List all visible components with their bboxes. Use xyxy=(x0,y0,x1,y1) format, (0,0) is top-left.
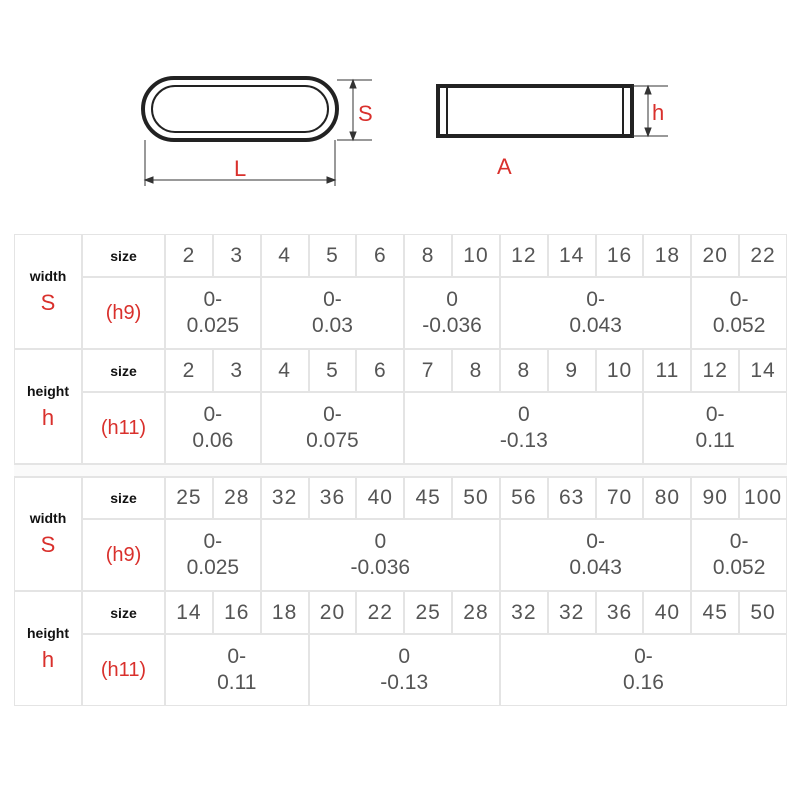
row-title-symbol: h xyxy=(41,646,55,672)
row-title-name: width xyxy=(29,267,67,284)
tolerance-value: 0- 0.06 xyxy=(165,392,261,464)
size-value: 100 xyxy=(739,476,787,519)
tolerance-value: 0- 0.043 xyxy=(500,277,691,349)
row-title-name: height xyxy=(27,382,69,399)
tolerance-value: 0 -0.13 xyxy=(309,634,500,706)
size-value: 63 xyxy=(548,476,596,519)
row-title-name: height xyxy=(27,624,69,641)
size-value: 7 xyxy=(404,349,452,392)
size-value: 28 xyxy=(452,591,500,634)
size-label: size xyxy=(82,591,165,634)
row-title-name: width xyxy=(29,509,67,526)
size-value: 14 xyxy=(165,591,213,634)
size-value: 20 xyxy=(309,591,357,634)
size-value: 6 xyxy=(356,234,404,277)
row-title xyxy=(14,476,82,591)
size-label: size xyxy=(82,349,165,392)
size-value: 10 xyxy=(596,349,644,392)
side-view-label: A xyxy=(497,154,512,179)
size-value: 3 xyxy=(213,234,261,277)
size-value: 8 xyxy=(404,234,452,277)
tolerance-value: 0- 0.025 xyxy=(165,519,261,591)
size-value: 56 xyxy=(500,476,548,519)
thickness-label: S xyxy=(358,101,373,126)
tolerance-value: 0- 0.11 xyxy=(643,392,787,464)
row-title-symbol: S xyxy=(40,289,56,315)
tolerance-value: 0- 0.11 xyxy=(165,634,309,706)
size-value: 2 xyxy=(165,234,213,277)
tolerance-value: 0 -0.036 xyxy=(261,519,500,591)
tolerance-value: 0- 0.043 xyxy=(500,519,691,591)
size-value: 12 xyxy=(500,234,548,277)
size-value: 14 xyxy=(739,349,787,392)
size-value: 20 xyxy=(691,234,739,277)
size-value: 8 xyxy=(500,349,548,392)
size-value: 12 xyxy=(691,349,739,392)
size-value: 5 xyxy=(309,234,357,277)
tolerance-class-label: (h9) xyxy=(82,519,165,591)
size-value: 80 xyxy=(643,476,691,519)
size-label: size xyxy=(82,234,165,277)
size-value: 40 xyxy=(356,476,404,519)
size-value: 2 xyxy=(165,349,213,392)
height-label: h xyxy=(652,100,665,125)
row-title-symbol: h xyxy=(41,404,55,430)
tolerance-value: 0- 0.052 xyxy=(691,519,787,591)
key-side-view xyxy=(438,86,632,136)
size-value: 22 xyxy=(356,591,404,634)
size-value: 36 xyxy=(596,591,644,634)
size-value: 14 xyxy=(548,234,596,277)
size-value: 36 xyxy=(309,476,357,519)
size-value: 8 xyxy=(452,349,500,392)
tolerance-value: 0 -0.036 xyxy=(404,277,500,349)
size-value: 16 xyxy=(596,234,644,277)
size-value: 40 xyxy=(643,591,691,634)
tolerance-value: 0- 0.03 xyxy=(261,277,405,349)
size-value: 18 xyxy=(261,591,309,634)
tolerance-value: 0- 0.025 xyxy=(165,277,261,349)
tolerance-value: 0- 0.052 xyxy=(691,277,787,349)
tolerance-class-label: (h9) xyxy=(82,277,165,349)
size-value: 6 xyxy=(356,349,404,392)
size-value: 22 xyxy=(739,234,787,277)
size-value: 70 xyxy=(596,476,644,519)
size-value: 25 xyxy=(165,476,213,519)
size-value: 3 xyxy=(213,349,261,392)
tolerance-value: 0- 0.16 xyxy=(500,634,787,706)
size-value: 11 xyxy=(643,349,691,392)
row-title xyxy=(14,234,82,349)
size-value: 32 xyxy=(500,591,548,634)
size-value: 18 xyxy=(643,234,691,277)
tolerance-value: 0 -0.13 xyxy=(404,392,643,464)
size-value: 32 xyxy=(261,476,309,519)
size-value: 32 xyxy=(548,591,596,634)
row-title xyxy=(14,591,82,706)
size-value: 4 xyxy=(261,349,309,392)
size-label: size xyxy=(82,476,165,519)
size-value: 50 xyxy=(739,591,787,634)
size-value: 16 xyxy=(213,591,261,634)
size-value: 25 xyxy=(404,591,452,634)
size-value: 45 xyxy=(691,591,739,634)
size-value: 4 xyxy=(261,234,309,277)
size-value: 50 xyxy=(452,476,500,519)
size-value: 90 xyxy=(691,476,739,519)
tolerance-class-label: (h11) xyxy=(82,392,165,464)
key-drawing xyxy=(0,0,800,200)
size-value: 5 xyxy=(309,349,357,392)
size-value: 45 xyxy=(404,476,452,519)
length-label: L xyxy=(234,156,247,181)
key-top-view xyxy=(143,78,337,140)
size-value: 28 xyxy=(213,476,261,519)
row-title xyxy=(14,349,82,464)
size-value: 9 xyxy=(548,349,596,392)
tolerance-value: 0- 0.075 xyxy=(261,392,405,464)
row-title-symbol: S xyxy=(40,531,56,557)
tolerance-class-label: (h11) xyxy=(82,634,165,706)
size-value: 10 xyxy=(452,234,500,277)
